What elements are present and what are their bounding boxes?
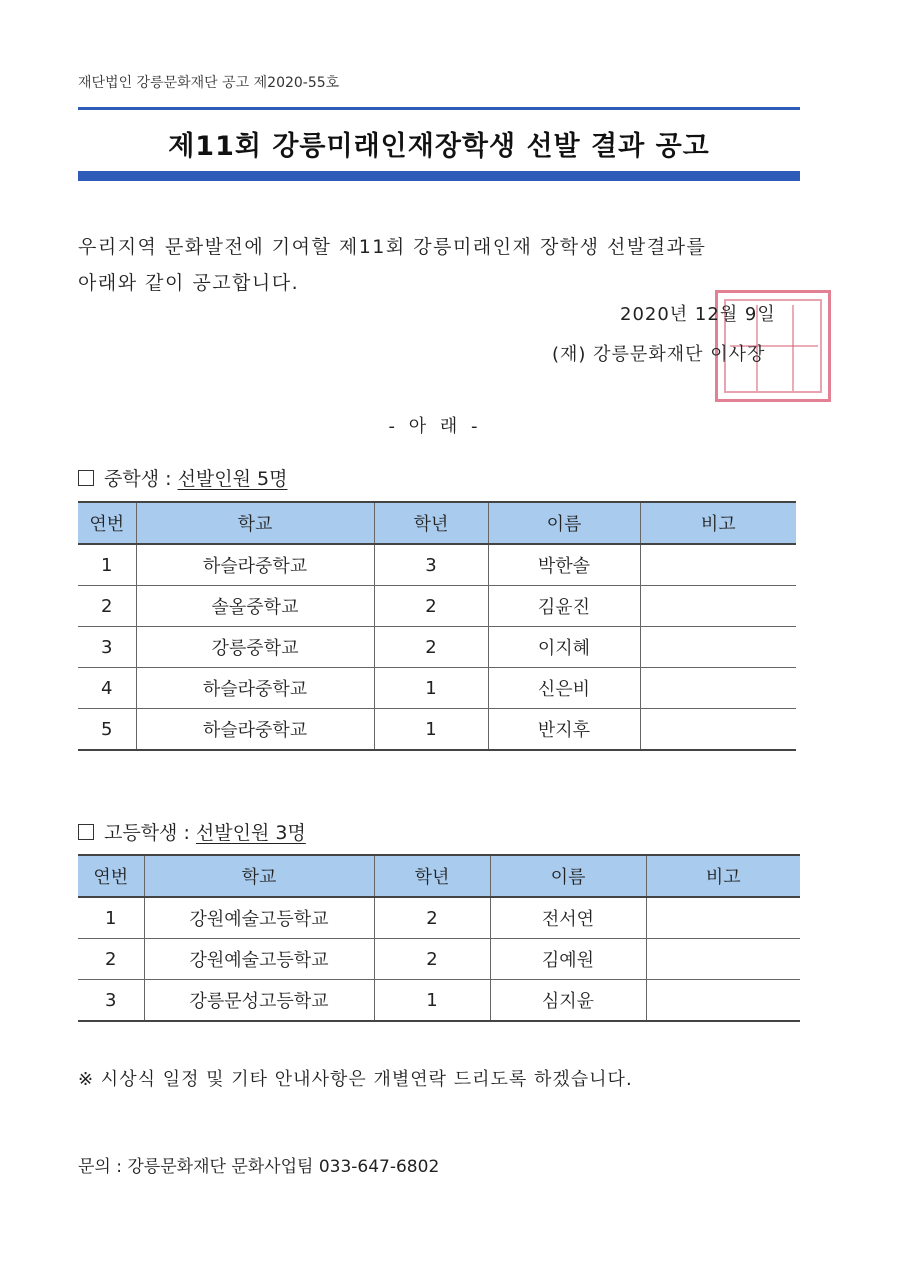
high-school-table	[78, 854, 800, 1022]
column-header: 학년	[374, 502, 488, 544]
column-header: 비고	[646, 855, 800, 897]
column-header: 이름	[488, 502, 640, 544]
intro-line-2: 아래와 같이 공고합니다.	[78, 272, 300, 294]
column-header: 학교	[144, 855, 374, 897]
notice-date: 2020년 12월 9일	[620, 304, 776, 325]
page-title: 제11회 강릉미래인재장학생 선발 결과 공고	[168, 131, 710, 162]
table-row: 4 하슬라중학교 1 신은비	[78, 668, 796, 709]
table-row: 1 강원예술고등학교 2 전서연	[78, 897, 800, 939]
table-header-row	[78, 502, 796, 544]
table-row: 3 강릉중학교 2 이지혜	[78, 627, 796, 668]
middle-school-table	[78, 501, 796, 751]
title-top-rule	[78, 107, 800, 110]
notice-number: 재단법인 강릉문화재단 공고 제2020-55호	[78, 75, 340, 91]
table-row: 2 솔올중학교 2 김윤진	[78, 586, 796, 627]
column-header: 학년	[374, 855, 490, 897]
table-row: 3 강릉문성고등학교 1 심지윤	[78, 980, 800, 1022]
column-header: 이름	[490, 855, 646, 897]
table-row: 1 하슬라중학교 3 박한솔	[78, 544, 796, 586]
intro-line-1: 우리지역 문화발전에 기여할 제11회 강릉미래인재 장학생 선발결과를	[78, 236, 707, 258]
column-header: 연번	[78, 855, 144, 897]
checkbox-square-icon	[78, 824, 94, 840]
column-header: 비고	[640, 502, 796, 544]
table-row: 2 강원예술고등학교 2 김예원	[78, 939, 800, 980]
arae-heading: - 아 래 -	[388, 416, 482, 437]
column-header: 연번	[78, 502, 136, 544]
table-header-row	[78, 855, 800, 897]
checkbox-square-icon	[78, 470, 94, 486]
high-school-heading: 고등학생 : 선발인원 3명	[78, 818, 306, 845]
footnote: ※ 시상식 일정 및 기타 안내사항은 개별연락 드리도록 하겠습니다.	[78, 1069, 633, 1090]
table-row: 5 하슬라중학교 1 반지후	[78, 709, 796, 751]
title-bottom-rule	[78, 171, 800, 181]
contact-info: 문의 : 강릉문화재단 문화사업팀 033-647-6802	[78, 1157, 440, 1177]
column-header: 학교	[136, 502, 374, 544]
middle-school-heading: 중학생 : 선발인원 5명	[78, 464, 287, 491]
issuer: (재) 강릉문화재단 이사장	[552, 344, 766, 365]
